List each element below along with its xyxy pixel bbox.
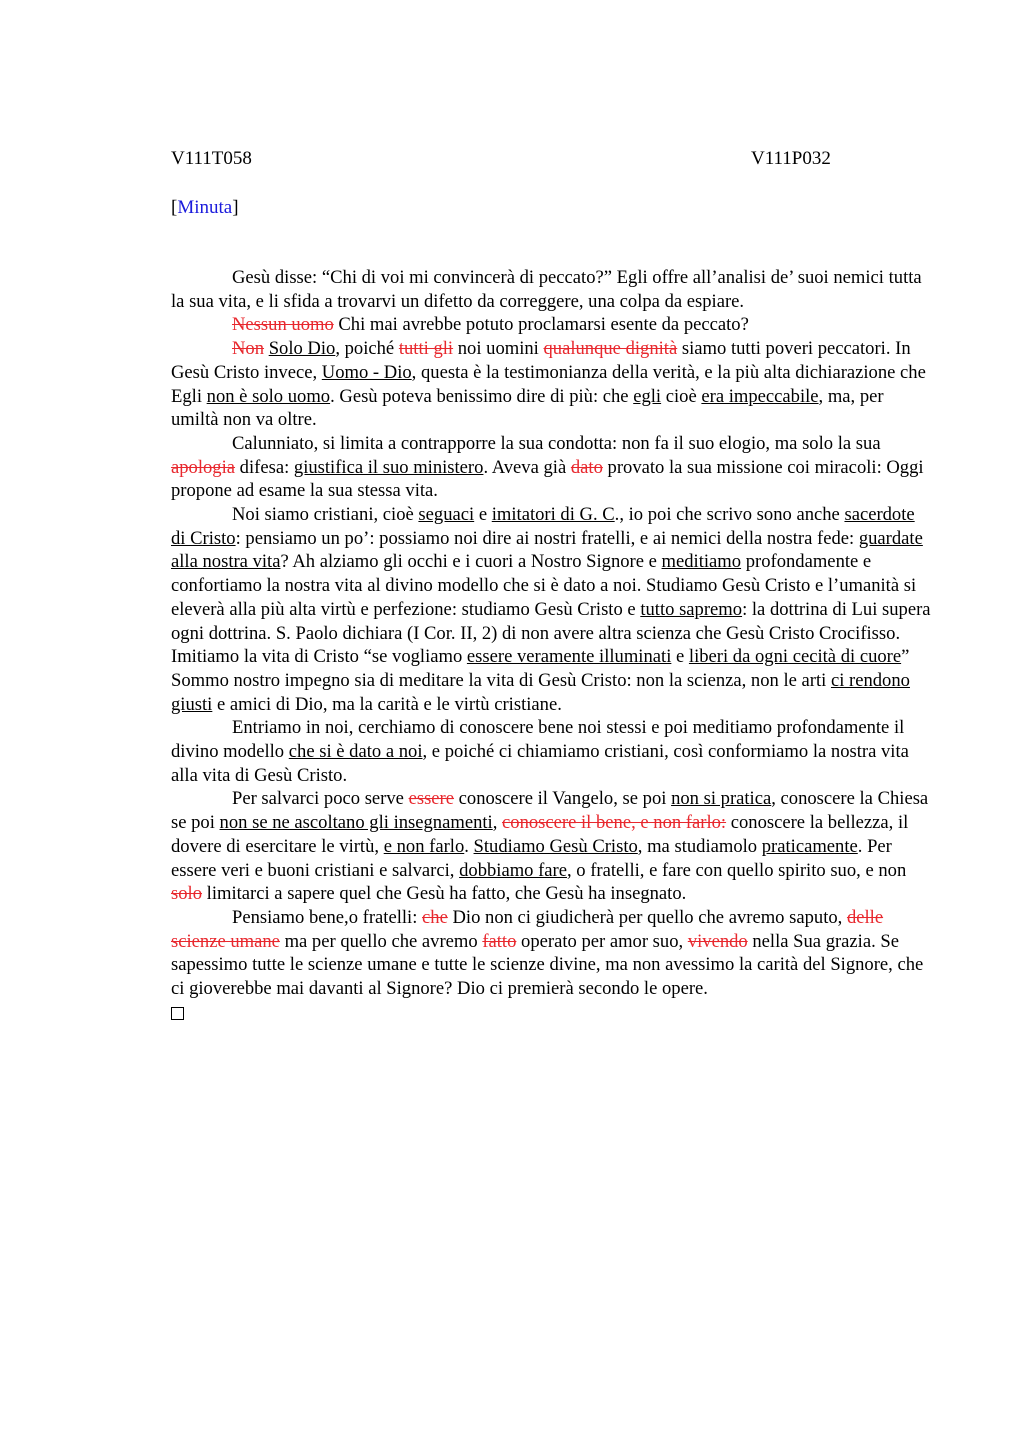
text-segment: Entriamo in noi, cerchiamo di conoscere bene noi stessi e poi meditiamo profondamente il divino modello	[171, 717, 905, 763]
paragraph	[171, 432, 931, 503]
underlined-text: liberi da ogni cecità di cuore	[688, 646, 902, 668]
underlined-text: guardate alla nostra vita	[171, 527, 923, 573]
text-segment: e	[671, 646, 689, 668]
deleted-text: tutti gli	[398, 338, 454, 360]
text-segment: .	[464, 835, 474, 857]
text-segment: Calunniato, si limita a contrapporre la sua condotta: non fa il suo elogio, ma solo la sua	[232, 432, 881, 454]
underlined-text: e non farlo	[383, 835, 465, 857]
underlined-text: era impeccabile	[701, 385, 819, 407]
text-segment: Chi mai avrebbe potuto proclamarsi esente da peccato?	[333, 314, 749, 336]
text-segment: , o fratelli, e fare con quello spirito suo, e non	[567, 859, 907, 881]
underlined-text: tutto sapremo	[640, 598, 743, 620]
deleted-text: solo	[171, 883, 202, 905]
underlined-text: non è solo uomo	[206, 385, 331, 407]
bracket-close: ]	[232, 197, 239, 218]
text-segment: , e poiché ci chiamiamo cristiani, così conformiamo la nostra vita alla vita di Gesù Cristo.	[171, 741, 909, 786]
underlined-text: praticamente	[761, 835, 858, 857]
text-segment: : la dottrina di Lui supera ogni dottrina. S. Paolo dichiara (I Cor. II, 2) di non avere altra scienza che Gesù Cristo Crocifisso. Imitiamo la vita di Cristo “se vogliamo	[171, 598, 931, 668]
text-segment: Dio non ci giudicherà per quello che avremo saputo,	[447, 906, 847, 928]
paragraph	[171, 313, 931, 337]
text-segment: ,	[492, 812, 503, 834]
text-segment: Gesù disse: “Chi di voi mi convincerà di peccato?” Egli offre all’analisi de’ suoi nemici tutta la sua vita, e li sfida a trovarvi un difetto da correggere, una colpa da espiare.	[171, 267, 922, 312]
deleted-text: qualunque dignità	[543, 338, 678, 360]
underlined-text: Solo Dio	[268, 338, 336, 360]
text-segment: operato per amor suo,	[516, 930, 688, 952]
text-segment: . Gesù poteva benissimo dire di più: che	[330, 385, 634, 407]
underlined-text: essere veramente illuminati	[466, 646, 672, 668]
underlined-text: Studiamo Gesù Cristo	[473, 835, 638, 857]
underlined-text: non si pratica	[671, 788, 772, 810]
deleted-text: vivendo	[687, 930, 748, 952]
text-segment: , conoscere la Chiesa se poi	[171, 788, 929, 834]
deleted-text: Nessun uomo	[232, 314, 334, 336]
deleted-text: Non	[232, 338, 265, 360]
deleted-text: delle scienze umane	[171, 906, 884, 952]
text-segment: , poiché	[335, 338, 399, 360]
paragraph	[171, 787, 931, 906]
text-segment: , ma, per umiltà non va oltre.	[171, 385, 884, 431]
paragraph	[171, 266, 931, 313]
minuta-link[interactable]: Minuta	[177, 197, 233, 218]
deleted-text: fatto	[482, 930, 517, 952]
deleted-text: che	[422, 906, 448, 928]
underlined-text: giustifica il suo ministero	[293, 456, 484, 478]
text-segment: : pensiamo un po’: possiamo noi dire ai nostri fratelli, e ai nemici della nostra fede:	[235, 527, 859, 549]
text-segment: Noi siamo cristiani, cioè	[232, 504, 419, 526]
text-segment: , questa è la testimonianza della verità, e la più alta dichiarazione che Egli	[171, 361, 926, 407]
text-segment: Per salvarci poco serve	[232, 788, 409, 810]
text-segment: difesa:	[235, 456, 294, 478]
underlined-text: meditiamo	[661, 551, 742, 573]
text-segment: ” Sommo nostro impegno sia di meditare la vita di Gesù Cristo: non la scienza, non le arti	[171, 646, 910, 691]
paragraph	[171, 337, 931, 432]
underlined-text: seguaci	[418, 504, 475, 526]
text-segment: limitarci a sapere quel che Gesù ha fatto, che Gesù ha insegnato.	[202, 883, 687, 905]
text-segment: cioè	[661, 385, 702, 407]
paragraph	[171, 906, 931, 1001]
deleted-text: essere	[408, 788, 455, 810]
text-segment: conoscere il Vangelo, se poi	[454, 788, 672, 810]
deleted-text: conoscere il bene, e non farlo:	[502, 812, 727, 834]
text-segment: . Aveva già	[483, 456, 571, 478]
deleted-text: apologia	[171, 456, 236, 478]
text-segment: profondamente e confortiamo la nostra vita al divino modello che si è dato a noi. Studiamo Gesù Cristo e l’umanità si eleverà alla più alta virtù e perfezione: studiamo Gesù Cristo e	[171, 551, 917, 620]
text-segment: ., io poi che scrivo sono anche	[614, 504, 845, 526]
text-segment: ma per quello che avremo	[279, 930, 483, 952]
deleted-text: dato	[570, 456, 603, 478]
empty-square-icon	[171, 1007, 184, 1020]
text-segment: , ma studiamolo	[637, 835, 762, 857]
text-segment: nella Sua grazia. Se sapessimo tutte le scienze umane e tutte le scienze divine, ma non avessimo la carità del Signore, che ci gioverebbe mai davanti al Signore? Dio ci premierà secondo le opere.	[171, 930, 924, 1000]
underlined-text: che si è dato a noi	[288, 741, 423, 763]
underlined-text: imitatori di G. C	[491, 504, 615, 526]
paragraph	[171, 503, 931, 716]
underlined-text: egli	[633, 385, 662, 407]
text-segment: noi uomini	[453, 338, 544, 360]
text-segment: Pensiamo bene,o fratelli:	[232, 906, 423, 928]
paragraph	[171, 716, 931, 787]
minuta-label	[171, 196, 239, 220]
bracket-open: [	[171, 197, 178, 218]
document-code-left: V111T058	[171, 148, 252, 169]
document-body	[171, 266, 931, 1020]
text-segment: siamo tutti poveri peccatori. In Gesù Cristo invece,	[171, 338, 911, 383]
text-segment: conoscere la bellezza, il dovere di esercitare le virtù,	[171, 812, 909, 857]
text-segment: provato la sua missione coi miracoli: Oggi propone ad esame la sua stessa vita.	[171, 456, 924, 502]
text-segment: e amici di Dio, ma la carità e le virtù cristiane.	[212, 693, 562, 715]
underlined-text: Uomo - Dio	[321, 361, 412, 383]
underlined-text: sacerdote di Cristo	[171, 504, 915, 549]
text-segment: ? Ah alziamo gli occhi e i cuori a Nostro Signore e	[280, 551, 662, 573]
document-code-right: V111P032	[751, 148, 831, 169]
text-segment: . Per essere veri e buoni cristiani e salvarci,	[171, 835, 892, 881]
underlined-text: ci rendono giusti	[171, 669, 910, 715]
underlined-text: dobbiamo fare	[459, 859, 567, 881]
text-segment: e	[474, 504, 492, 526]
underlined-text: non se ne ascoltano gli insegnamenti	[219, 812, 493, 834]
